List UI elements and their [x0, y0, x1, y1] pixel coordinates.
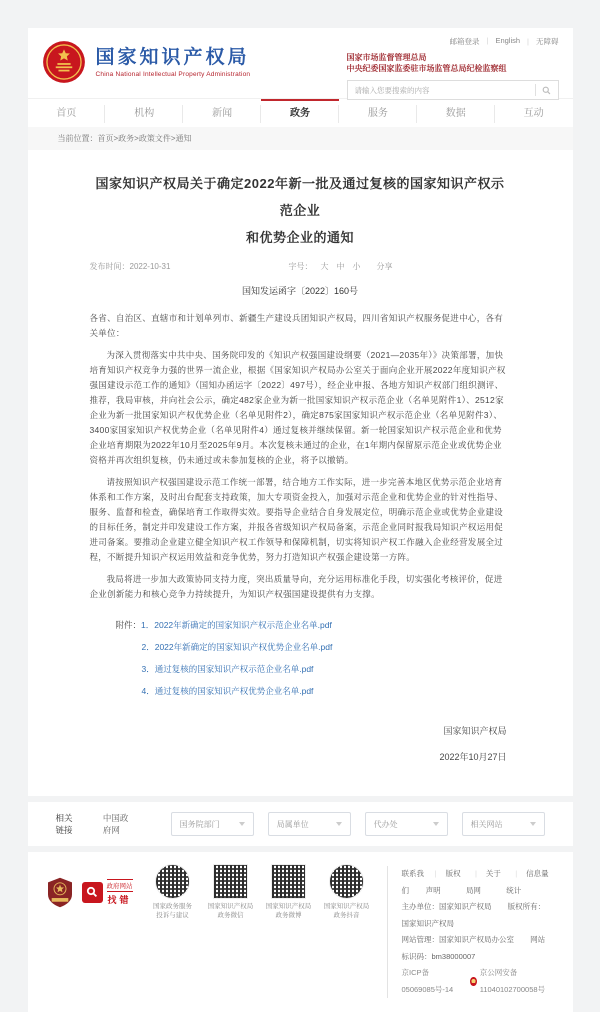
tab-organization[interactable]: 机构	[105, 99, 183, 127]
host-label: 主办单位：国家知识产权局	[401, 902, 492, 911]
dept-links	[347, 52, 559, 74]
tab-services[interactable]: 服务	[339, 99, 417, 127]
qr-code	[271, 864, 306, 899]
zhaocuo-line1: 政府网站	[107, 879, 133, 892]
share-button[interactable]: 分享	[376, 262, 393, 271]
tab-data[interactable]: 数据	[417, 99, 495, 127]
tab-home[interactable]: 首页	[28, 99, 106, 127]
statistics-link[interactable]: | 信息量统计	[506, 866, 552, 899]
qr-label: 国家知识产权局 政务微信	[207, 903, 254, 919]
magnifier-icon	[82, 882, 103, 903]
site-logo[interactable]	[42, 40, 251, 84]
salutation: 各省、自治区、直辖市和计划单列市、新疆生产建设兵团知识产权局，四川省知识产权服务促进中心，各有关单位：	[89, 313, 504, 338]
qr-item-complaints	[145, 864, 201, 920]
qr-code	[329, 864, 364, 899]
tab-government-affairs[interactable]: 政务	[261, 99, 339, 127]
page-title-line1: 国家知识产权局关于确定2022年新一批及通过复核的国家知识产权示范企业	[95, 176, 505, 218]
signer: 国家知识产权局	[443, 726, 507, 736]
font-size-label: 字号：	[288, 262, 313, 271]
font-size-small[interactable]: 小	[352, 262, 361, 271]
paragraph-3: 我局将进一步加大政策协同支持力度，突出质量导向，充分运用标准化手段，切实强化考核评价，促进企业创新能力和核心竞争力持续提升，为知识产权强国建设提供有力支撑。	[89, 574, 503, 599]
footer-divider	[387, 866, 388, 998]
copyright-label: 版权所有：国家知识产权局	[401, 902, 546, 928]
attachment-link-2[interactable]: 2．2022年新确定的国家知识产权优势企业名单.pdf	[141, 642, 333, 652]
discipline-inspection-link[interactable]: 中央纪委国家监委驻市场监管总局纪检监察组	[346, 64, 507, 73]
breadcrumb[interactable]: 当前位置：首页>政务>政策文件>通知	[28, 127, 573, 150]
qr-item-weibo	[261, 864, 317, 920]
qr-code	[213, 864, 248, 899]
footer-icp-row	[402, 965, 553, 998]
attachment-row	[116, 658, 511, 680]
dropdown-label: 代办处	[373, 819, 398, 829]
font-size-controls	[289, 261, 393, 272]
qr-label: 国家知识产权局 政务抖音	[323, 903, 370, 919]
page-title	[90, 170, 511, 251]
website-error-report-logo[interactable]	[82, 879, 133, 906]
qr-code	[155, 864, 190, 899]
qr-label: 国家政务服务 投诉与建议	[153, 903, 192, 919]
paragraph-2: 请按照知识产权强国建设示范工作统一部署，结合地方工作实际，进一步完善本地区优势示范企业培育体系和工作方案，及时出台配套支持政策，加大专项资金投入，加强对示范企业和优势企业的针对性指导、服务、监督和检查，确保培育工作取得实效。要指导企业结合自身发展定位，明确示范企业或优势企业建设的目标任务，制定并印发建设工作方案，并报各省级知识产权局备案，示范企业同时报我局知识产权运用促进司备案。要推动企业建立健全知识产权工作领导和保障机制，切实将知识产权工作融入企业经营发展全过程，不断提升知识产权运用效益和竞争优势，努力打造知识产权强企建设第一方阵。	[89, 477, 504, 562]
attachments-label: 附件：	[115, 620, 142, 630]
dropdown-agencies[interactable]	[365, 812, 448, 836]
zhaocuo-text	[107, 879, 133, 906]
font-size-large[interactable]: 大	[320, 262, 329, 271]
attachment-link-3[interactable]: 3．通过复核的国家知识产权示范企业名单.pdf	[141, 664, 314, 674]
police-label[interactable]: 京公网安备 11040102700058号	[479, 968, 546, 994]
contact-us-link[interactable]: 联系我们	[401, 869, 424, 895]
footer-host-row	[402, 899, 553, 932]
accessibility-link[interactable]: | 无障碍	[520, 36, 558, 47]
header-right	[347, 36, 559, 100]
logo-text	[96, 47, 251, 78]
article-meta	[90, 261, 511, 272]
utility-links	[347, 36, 559, 47]
site-name: 国家知识产权局	[95, 46, 250, 68]
signature-block	[90, 718, 511, 770]
footer-manage-row	[402, 932, 553, 965]
footer-right	[402, 864, 553, 998]
search-box	[347, 80, 559, 100]
dropdown-label: 局属单位	[276, 819, 309, 829]
zhaocuo-line2: 找错	[107, 894, 132, 905]
copyright-notice-link[interactable]: | 版权声明	[426, 866, 466, 899]
paragraph-1: 为深入贯彻落实中共中央、国务院印发的《知识产权强国建设纲要（2021—2035年）》决策部署，加快培育知识产权竞争力强的世界一流企业，根据《国家知识产权局办公室关于面向企业开展2022年度知识产权强国建设示范工作的通知》（国知办函运字〔2022〕497号），经企业申报、各地方知识产权部门组织测评、推荐，我局审核，并向社会公示，确定482家企业为新一批国家知识产权示范企业（名单见附件1）、2512家企业为新一批国家知识产权优势企业（名单见附件2），确定875家国家知识产权示范企业（名单见附件3）、3400家国家知识产权优势企业（名单见附件4）通过复核并继续保留。新一轮国家知识产权示范企业和优势企业培育期限为2022年10月至2025年9月。本次复核未通过的企业，在1年期内保留原示范企业或优势企业资格并再次组织复核，仍未通过或未参加复核的企业，将予以撤销。	[89, 350, 506, 465]
dropdown-state-council[interactable]	[171, 812, 254, 836]
page-title-line2: 和优势企业的通知	[245, 230, 354, 245]
site-name-en: China National Intellectual Property Administration	[95, 70, 251, 78]
related-links-label: 相关链接	[55, 813, 73, 835]
site-code-label: 网站标识码：bm38000007	[401, 935, 546, 961]
qr-label: 国家知识产权局 政务微博	[265, 903, 312, 919]
attachment-row	[116, 636, 511, 658]
search-button[interactable]	[536, 81, 558, 99]
font-size-medium[interactable]: 中	[336, 262, 345, 271]
related-links-bar	[28, 802, 573, 846]
page	[28, 28, 573, 1012]
doc-number: 国知发运函字〔2022〕160号	[241, 286, 359, 296]
attachments	[116, 614, 511, 702]
samr-link[interactable]: 国家市场监督管理总局	[346, 53, 427, 62]
gov-site-link[interactable]: 中国政府网	[102, 813, 129, 835]
manage-label: 网站管理：国家知识产权局办公室	[401, 935, 514, 944]
dropdown-label: 相关网站	[470, 819, 503, 829]
article-content	[28, 150, 573, 796]
dropdown-bureau-units[interactable]	[268, 812, 351, 836]
dropdown-label: 国务院部门	[179, 819, 220, 829]
attachment-row	[116, 614, 511, 636]
attachment-link-4[interactable]: 4．通过复核的国家知识产权优势企业名单.pdf	[141, 686, 314, 696]
site-footer	[28, 852, 573, 1012]
icp-label[interactable]: 京ICP备05069085号-14	[401, 968, 454, 994]
mail-login-link[interactable]: 邮箱登录	[449, 37, 480, 46]
qr-item-douyin	[319, 864, 375, 920]
attachment-row	[116, 680, 511, 702]
sign-date: 2022年10月27日	[439, 752, 507, 762]
tab-news[interactable]: 新闻	[183, 99, 261, 127]
chevron-down-icon	[530, 822, 536, 826]
site-header	[28, 28, 573, 98]
footer-left	[48, 864, 377, 920]
footer-links	[402, 866, 553, 899]
publish-time: 发布时间：2022-10-31	[89, 262, 171, 271]
dropdown-related-sites[interactable]	[462, 812, 545, 836]
qr-item-wechat	[203, 864, 259, 920]
tab-interaction[interactable]: 互动	[523, 108, 544, 119]
search-input[interactable]	[348, 86, 535, 95]
chevron-down-icon	[433, 822, 439, 826]
attachment-link-1[interactable]: 1．2022年新确定的国家知识产权示范企业名单.pdf	[141, 620, 332, 630]
main-nav	[28, 98, 573, 127]
about-site-link[interactable]: | 关于局网	[466, 866, 506, 899]
gov-badge-icon[interactable]	[48, 877, 72, 908]
article-body	[90, 311, 511, 602]
police-badge-icon	[470, 977, 476, 986]
english-link[interactable]: | English	[479, 36, 520, 47]
chevron-down-icon	[239, 822, 245, 826]
search-icon	[542, 86, 551, 95]
national-emblem-icon	[42, 40, 86, 84]
chevron-down-icon	[336, 822, 342, 826]
